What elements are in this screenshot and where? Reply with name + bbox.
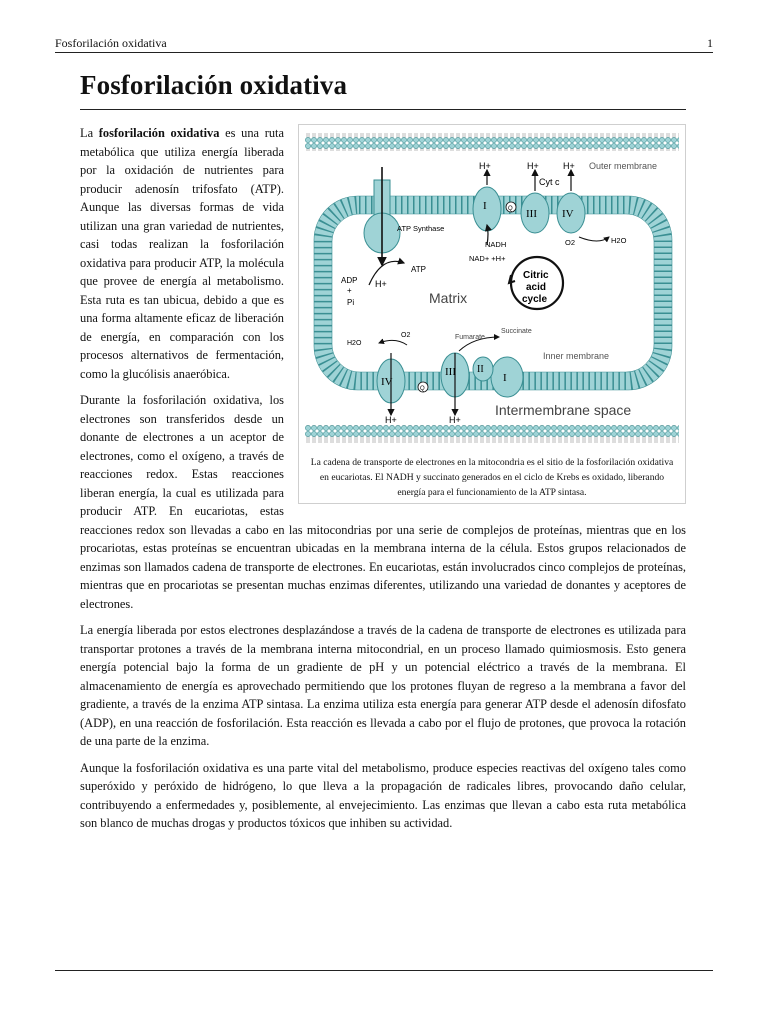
complex-i-bottom-label: I [503, 372, 507, 384]
q-bottom-label: Q [420, 386, 425, 392]
running-header-title: Fosforilación oxidativa [55, 36, 167, 50]
article-body [80, 124, 686, 841]
nad-label: NAD+ +H+ [469, 254, 506, 263]
citric-label-1: Citric [523, 270, 549, 281]
citric-label-2: acid [526, 282, 547, 293]
outer-membrane-top [305, 133, 679, 151]
title-rule [80, 109, 686, 110]
atp-label: ATP [411, 265, 426, 274]
adp-label: ADP [341, 276, 358, 285]
pi-label: Pi [347, 298, 355, 307]
succinate-label: Succinate [501, 328, 532, 335]
fumarate-label: Fumarate [455, 334, 485, 341]
h-plus-synthase-label: H+ [375, 279, 387, 289]
q-top-label: Q [508, 206, 513, 212]
citric-label-3: cycle [522, 294, 548, 305]
matrix-label: Matrix [429, 290, 468, 306]
complex-ii-bottom-label: II [477, 364, 484, 375]
h-plus-iv-label: H+ [563, 161, 575, 171]
h-plus-iv-bottom-label: H+ [385, 415, 397, 425]
paragraph-1-lead: La [80, 126, 99, 140]
complex-iv-top-label: IV [562, 208, 574, 220]
o2-top-label: O2 [565, 238, 576, 247]
intermembrane-space-label: Intermembrane space [495, 402, 632, 418]
header-rule [55, 52, 713, 53]
page-number: 1 [707, 36, 713, 50]
outer-membrane-label: Outer membrane [589, 161, 658, 171]
complex-i-top-label: I [483, 200, 487, 212]
key-term: fosforilación oxidativa [98, 126, 220, 140]
footer-rule [55, 970, 713, 971]
h2o-bottom-label: H2O [347, 340, 362, 347]
outer-membrane-bottom [305, 425, 679, 443]
figure-caption: La cadena de transporte de electrones en la mitocondria es el sitio de la fosforilación oxidativa en eucariotas. El NADH y succinato generados en el ciclo de Krebs es oxidado, liberando energía para el funcionamiento de la ATP sintasa. [310, 457, 674, 498]
o2-bottom-label: O2 [401, 332, 411, 339]
nadh-label: NADH [485, 240, 507, 249]
cyt-c-label: Cyt c [539, 177, 560, 187]
atp-synthase-label: ATP Synthase [397, 224, 445, 233]
running-header [55, 36, 713, 51]
paragraph-4: Aunque la fosforilación oxidativa es una parte vital del metabolismo, produce especies reactivas del oxígeno tales como superóxido y peróxido de hidrógeno, lo que lleva a la propagación de radicales libres, provocando daño celular, contribuyendo a enfermedades y, posiblemente, al envejecimiento. Las enzimas que llevan a cabo esta ruta metabólica son blanco de muchas drogas y productos tóxicos que inhiben su actividad. [80, 760, 686, 830]
complex-iii-bottom-label: III [445, 366, 456, 378]
complex-iv-bottom-label: IV [381, 376, 393, 388]
paragraph-1-body: es una ruta metabólica que utiliza energía liberada por la oxidación de nutrientes para producir adenosín trifosfato (ATP). Aunque las diversas formas de vida utilizan una gran variedad de nutrientes, casi todas realizan la fosforilación oxidativa para producir ATP, la molécula que provee de energía al metabolismo. Esta ruta es tan ubicua, debido a que es una forma altamente eficaz de liberación de energía, en comparación con los procesos alternativos de fermentación, como la glucólisis anaeróbica. [80, 126, 284, 381]
paragraph-3: La energía liberada por estos electrones desplazándose a través de la cadena de transporte de electrones es utilizada para transportar protones a través de la membrana interna mitocondrial, en un proceso llamado quimiosmosis. Esto genera energía potencial bajo la forma de un gradiente de pH y un potencial eléctrico a través de la membrana. El almacenamiento de energía es aprovechado permitiendo que los protones fluyan de regreso a la membrana a favor del gradiente, a través de la enzima ATP sintasa. La enzima utiliza esta energía para generar ATP desde el adenosín difosfato (ADP), en una reacción de fosforilación. Esta reacción es llevada a cabo por el flujo de protones, que provoca la rotación de una parte de la enzima. [80, 623, 686, 748]
h2o-top-label: H2O [611, 236, 627, 245]
complex-i-top [473, 187, 501, 231]
h-plus-i-label: H+ [479, 161, 491, 171]
paragraph-2: Durante la fosforilación oxidativa, los electrones son transferidos desde un donante de electrones a un aceptor de electrones, como el oxígeno, a través de reacciones redox. Estas reacciones liberan energía, la cual es utilizada para producir ATP. En eucariotas, estas reacciones redox son llevadas a cabo en las mitocondrias por una serie de complejos de proteínas, mientras que en los procariotas, estas proteínas se encuentran ubicadas en la membrana interna de la célula. Estos grupos relacionados de enzimas son llamados cadena de transporte de electrones. En eucariotas, están involucrados cinco complejos de proteínas, mientras que en procariotas se presentan muchas enzimas diferentes, utilizando una variedad de donantes y aceptores de electrones. [80, 393, 686, 611]
inner-membrane-label: Inner membrane [543, 351, 610, 361]
page-title: Fosforilación oxidativa [80, 70, 348, 100]
h-plus-iii-label: H+ [527, 161, 539, 171]
complex-i-bottom [491, 357, 523, 397]
h-plus-iii-bottom-label: H+ [449, 415, 461, 425]
electron-transport-figure [298, 124, 686, 504]
complex-iii-top-label: III [526, 208, 537, 220]
mitochondria-diagram [299, 125, 685, 455]
adp-plus-label: + [347, 286, 352, 295]
